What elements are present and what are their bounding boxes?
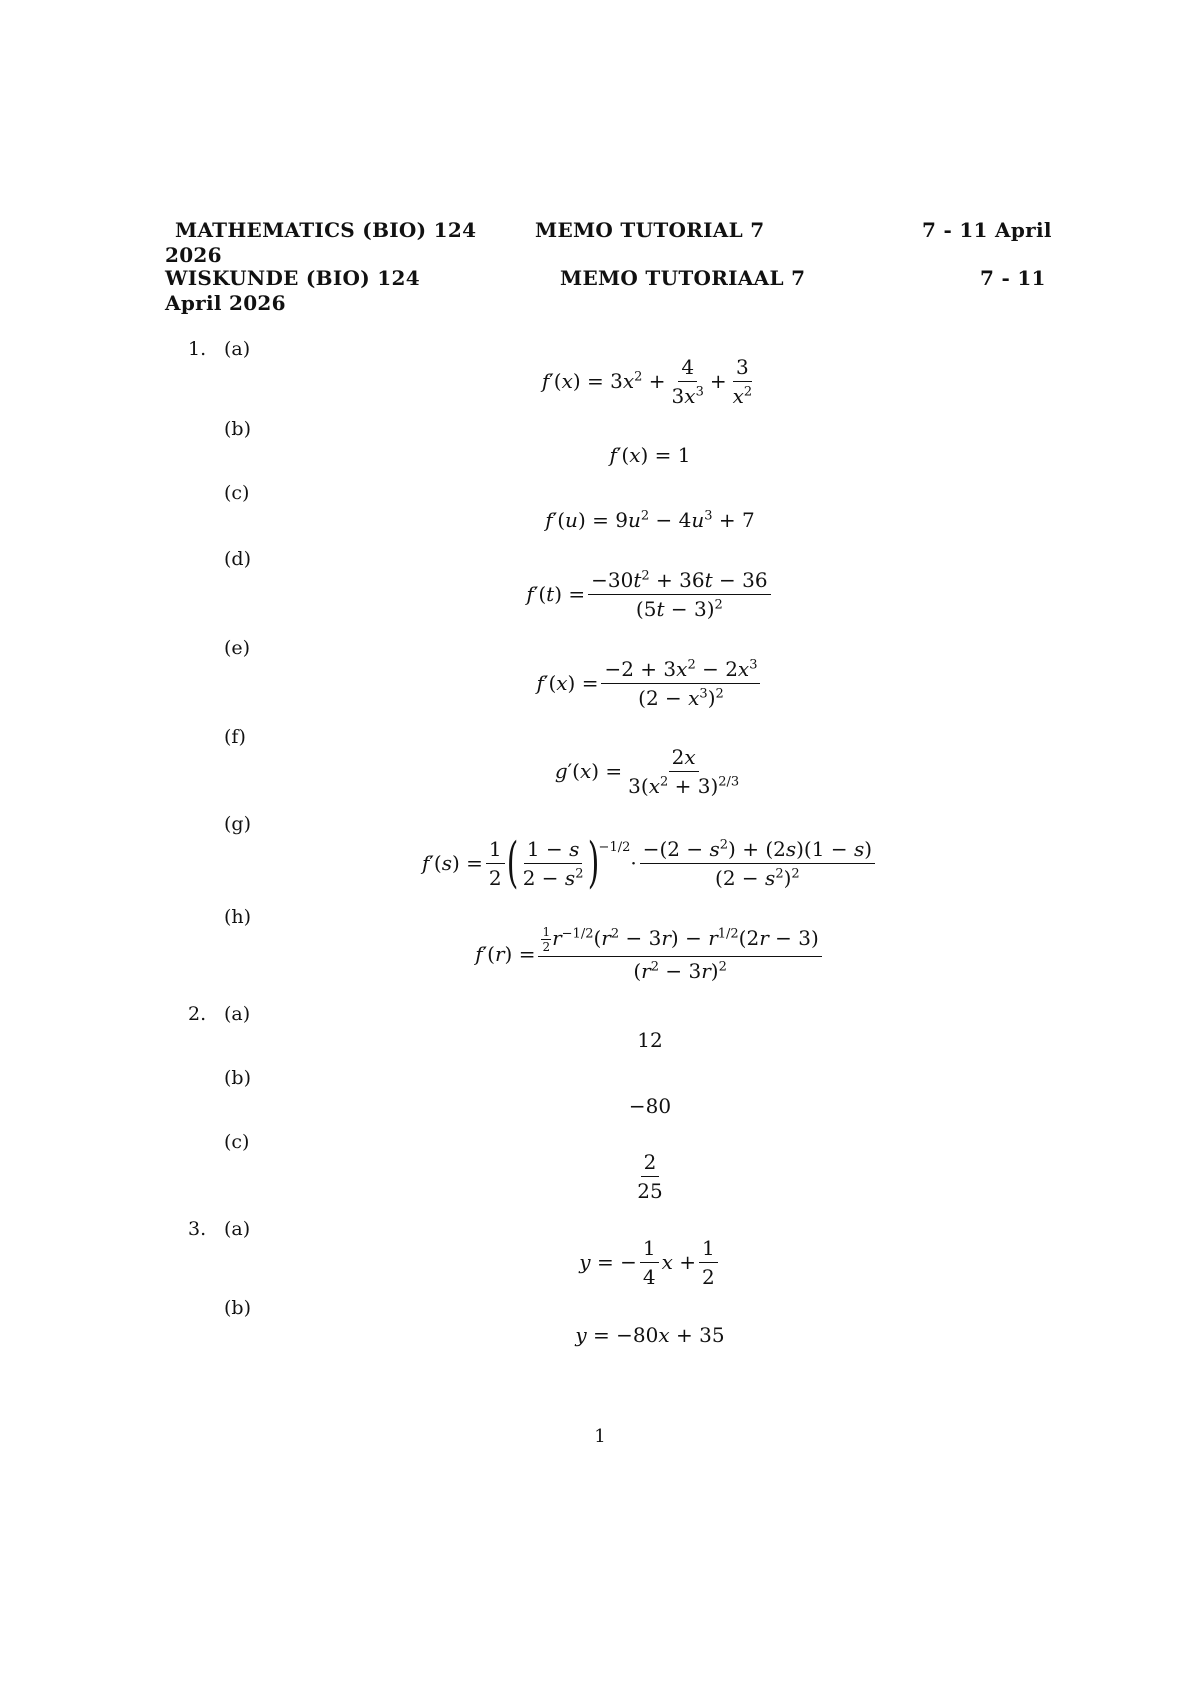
answer-2a: 12 <box>637 1028 663 1052</box>
part-label: (h) <box>224 906 252 928</box>
part-label: (c) <box>224 482 250 504</box>
course-title-en: MATHEMATICS (BIO) 124 <box>175 218 477 242</box>
answer-3b: y = −80x + 35 <box>575 1323 725 1347</box>
course-title-af: WISKUNDE (BIO) 124 <box>165 266 420 290</box>
answer-1g: f′(s) = $\frac{1}{2}$ ( $\frac{1 - s}{2 - s^2}$ ) $^{-1/2}$ · $\frac{-(2 - s^2) + (2s)(1 - s)}{(2 - s^2)^2}$ <box>0 830 1200 896</box>
answer-3a: y = − $\frac{1}{4}$ x + $\frac{1}{2}$ <box>0 1234 1200 1290</box>
memo-title-af: MEMO TUTORIAAL 7 <box>560 266 806 290</box>
part-label: (d) <box>224 548 251 570</box>
date-range-en: 7 - 11 April <box>922 218 1052 242</box>
part-label: (b) <box>224 1067 251 1089</box>
part-label: (c) <box>224 1131 250 1153</box>
answer-1c: $f'(u) = 9u^2 - 4u^3 + 7$ <box>545 508 755 532</box>
part-label: (g) <box>224 813 251 835</box>
date-year-en: 2026 <box>165 243 222 267</box>
page-number: 1 <box>594 1426 606 1447</box>
answer-2b: −80 <box>628 1094 672 1118</box>
question-number: 3. <box>188 1218 207 1240</box>
answer-1d: f′(t) = $\frac{-30t^2 + 36t - 36}{(5t - 3)^2}$ <box>0 566 1200 622</box>
answer-1f: g′(x) = $\frac{2x}{3(x^2 + 3)^{2/3}}$ <box>554 744 740 798</box>
part-label: (e) <box>224 637 251 659</box>
part-label: (b) <box>224 418 251 440</box>
part-label: (f) <box>224 726 246 748</box>
answer-1b: f′(x) = 1 <box>609 443 691 467</box>
question-number: 2. <box>188 1003 207 1025</box>
part-label: (b) <box>224 1297 251 1319</box>
answer-1e: f′(x) = $\frac{-2 + 3x^2 - 2x^3}{(2 - x^3)^2}$ <box>0 655 1200 711</box>
answer-2c: $\frac{2}{25}$ <box>637 1149 663 1203</box>
memo-title-en: MEMO TUTORIAL 7 <box>535 218 765 242</box>
part-label: (a) <box>224 1218 251 1240</box>
part-label: (a) <box>224 1003 251 1025</box>
answer-1h: f′(r) = $\frac{1}{2}$ $r^{-1/2}(r^2 - 3r) - r^{1/2}(2r - 3)$ $(r^2 - 3r)^2$ <box>0 924 1200 984</box>
part-label: (a) <box>224 338 251 360</box>
answer-1a: $f'(x) = 3x^2$ + $\frac{4}{3x^3}$ + $\frac{3}{x^2}$ <box>541 354 753 408</box>
date-year-af: April 2026 <box>165 291 286 315</box>
question-number: 1. <box>188 338 207 360</box>
date-range-af: 7 - 11 <box>980 266 1046 290</box>
